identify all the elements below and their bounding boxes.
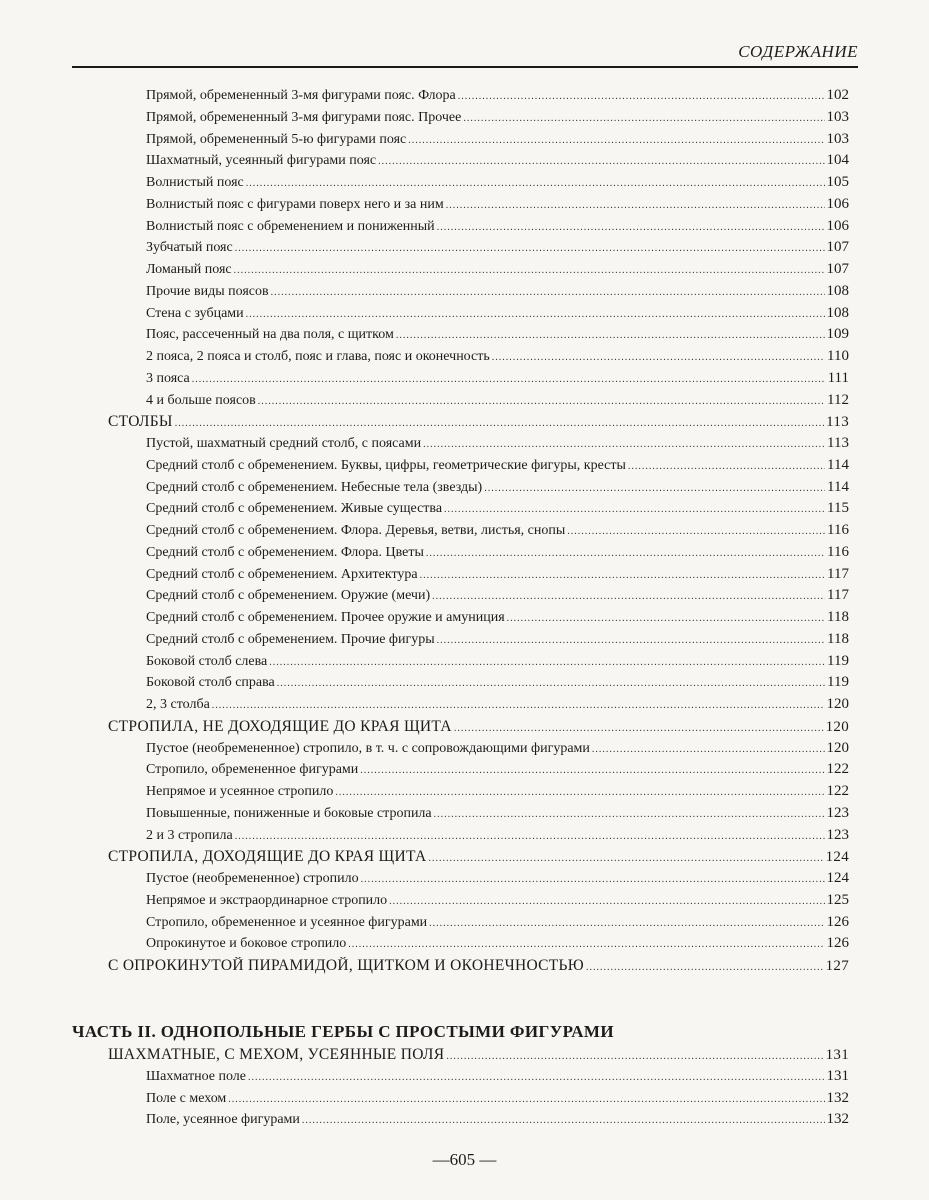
toc-entry-title: Средний столб с обременением. Архитектура	[146, 566, 418, 582]
toc-entry-page: 116	[827, 543, 849, 560]
toc-entry-title: Ломаный пояс	[146, 262, 232, 277]
toc-entry	[146, 827, 849, 844]
toc-entry-page: 108	[826, 304, 849, 321]
toc-entry	[146, 805, 849, 822]
toc-section-entry	[108, 413, 849, 431]
toc-entry	[146, 87, 849, 104]
toc-entry-page: 106	[826, 195, 849, 212]
toc-entry-title: СТРОПИЛА, НЕ ДОХОДЯЩИЕ ДО КРАЯ ЩИТА	[108, 717, 452, 735]
toc-entry	[146, 653, 849, 670]
toc-entry-page: 118	[827, 609, 849, 625]
dot-leader	[446, 1051, 823, 1062]
toc-entry	[146, 870, 849, 887]
dot-leader	[248, 1072, 825, 1083]
toc-entry-title: Средний столб с обременением. Небесные тела (звезды)	[146, 479, 483, 495]
toc-entry-title: Прочие виды поясов	[146, 283, 269, 299]
toc-entry	[146, 696, 849, 713]
toc-entry-title: С ОПРОКИНУТОЙ ПИРАМИДОЙ, ЩИТКОМ И ОКОНЕЧНОСТЬЮ	[108, 957, 584, 974]
toc-entry-page: 105	[826, 174, 849, 190]
dot-leader	[335, 787, 824, 798]
toc-entry	[146, 239, 849, 256]
toc-entry-page: 117	[827, 565, 849, 582]
toc-entry-page: 104	[826, 152, 849, 169]
toc-entry-page: 124	[826, 870, 849, 886]
toc-entry-title: Поле, усеянное фигурами	[146, 1112, 300, 1128]
dot-leader	[175, 418, 824, 429]
toc-entry-title: Средний столб с обременением. Прочие фигуры	[146, 631, 435, 647]
dot-leader	[396, 330, 825, 341]
toc-entry	[146, 261, 849, 278]
toc-entry-title: Стропило, обремененное фигурами	[146, 762, 359, 778]
toc-entry	[146, 109, 849, 126]
toc-entry-page: 107	[826, 239, 849, 256]
dot-leader	[429, 918, 824, 929]
dot-leader	[228, 1094, 824, 1105]
toc-entry	[146, 370, 849, 387]
dot-leader	[426, 548, 825, 559]
dot-leader	[234, 265, 825, 276]
toc-entry-page: 122	[826, 783, 849, 799]
toc-entry-page: 131	[826, 1067, 849, 1084]
dot-leader	[458, 91, 825, 102]
toc-entry-page: 120	[826, 739, 849, 756]
toc-entry-title: Пустое (необремененное) стропило, в т. ч. с сопровождающими фигурами	[146, 740, 590, 756]
toc-entry-title: Шахматное поле	[146, 1068, 246, 1084]
toc-entry-page: 114	[827, 456, 849, 473]
dot-leader	[507, 613, 825, 624]
dot-leader	[586, 962, 824, 973]
dot-leader	[420, 570, 825, 581]
toc-entry-page: 103	[826, 108, 849, 125]
toc-entry	[146, 674, 849, 691]
dot-leader	[277, 678, 825, 689]
toc-entry-page: 108	[826, 282, 849, 299]
toc-entry	[146, 131, 849, 148]
toc-entry-page: 123	[826, 826, 849, 843]
toc-entry-title: Средний столб с обременением. Флора. Деревья, ветви, листья, снопы	[146, 523, 566, 538]
dot-leader	[444, 504, 825, 515]
dot-leader	[492, 352, 825, 363]
toc-entry	[146, 544, 849, 561]
dot-leader	[434, 809, 825, 820]
dot-leader	[432, 591, 825, 602]
toc-entry-title: Средний столб с обременением. Буквы, цифры, геометрические фигуры, кресты	[146, 457, 626, 473]
toc-entry-title: Пустой, шахматный средний столб, с поясами	[146, 436, 422, 451]
toc-entry-page: 102	[826, 87, 849, 103]
toc-entry-page: 110	[827, 348, 849, 364]
toc-entry	[146, 152, 849, 169]
toc-entry-title: Волнистый пояс	[146, 175, 244, 190]
toc-entry-title: Стена с зубцами	[146, 305, 244, 321]
toc-entry-title: 4 и больше поясов	[146, 392, 256, 408]
toc-entry	[146, 1111, 849, 1128]
toc-entry-page: 118	[827, 630, 849, 647]
toc-entry-page: 115	[827, 500, 849, 517]
toc-entry-page: 111	[827, 369, 849, 386]
toc-entry	[146, 935, 849, 952]
toc-entry-title: Прямой, обремененный 5-ю фигурами пояс	[146, 131, 407, 147]
toc-entry-page: 122	[826, 761, 849, 778]
toc-section-entry	[108, 848, 849, 866]
toc-entry	[146, 435, 849, 452]
running-header	[72, 42, 858, 66]
toc-entry-title: СТОЛБЫ	[108, 413, 173, 431]
toc-entry-page: 113	[826, 414, 849, 431]
toc-entry	[146, 1090, 849, 1107]
dot-leader	[235, 243, 825, 254]
toc-entry	[146, 218, 849, 235]
toc-entry-page: 107	[826, 261, 849, 277]
toc-entry-title: Пояс, рассеченный на два поля, с щитком	[146, 327, 394, 343]
toc-entry	[146, 892, 849, 909]
dot-leader	[192, 374, 826, 385]
toc-entry-title: Непрямое и усеянное стропило	[146, 784, 334, 799]
running-header-title: СОДЕРЖАНИЕ	[738, 42, 858, 61]
toc-entry	[146, 500, 849, 517]
dot-leader	[246, 178, 825, 189]
toc-section-entry	[108, 957, 849, 975]
toc-entry	[146, 522, 849, 539]
dot-leader	[423, 439, 825, 450]
toc-entry-title: Боковой столб справа	[146, 675, 275, 691]
toc-entry-title: Зубчатый пояс	[146, 240, 233, 256]
toc-entry-title: Прямой, обремененный 3-мя фигурами пояс. Флора	[146, 88, 456, 103]
dot-leader	[446, 200, 825, 211]
toc-entry-page: 112	[827, 391, 849, 408]
toc-entry-title: Пустое (необремененное) стропило	[146, 871, 359, 886]
toc-entry-title: Поле с мехом	[146, 1090, 227, 1106]
toc-entry-title: Средний столб с обременением. Флора. Цветы	[146, 544, 424, 560]
toc-entry-title: Волнистый пояс с фигурами поверх него и за ним	[146, 196, 444, 212]
dot-leader	[212, 700, 825, 711]
toc-entry-title: СТРОПИЛА, ДОХОДЯЩИЕ ДО КРАЯ ЩИТА	[108, 848, 427, 866]
dot-leader	[246, 309, 825, 320]
toc-entry-title: Непрямое и экстраординарное стропило	[146, 892, 388, 908]
toc-entry	[146, 631, 849, 648]
toc-entry	[146, 305, 849, 322]
dot-leader	[592, 744, 825, 755]
toc-entry	[146, 196, 849, 213]
dot-leader	[463, 113, 824, 124]
toc-entry	[146, 479, 849, 496]
dot-leader	[408, 135, 824, 146]
header-rule	[72, 66, 858, 68]
dot-leader	[437, 635, 825, 646]
toc-entry-page: 120	[825, 718, 849, 735]
toc-entry-title: 2 пояса, 2 пояса и столб, пояс и глава, пояс и оконечность	[146, 349, 490, 364]
toc-entry	[146, 783, 849, 800]
toc-entry-page: 113	[827, 435, 849, 451]
toc-entry-title: Прямой, обремененный 3-мя фигурами пояс. Прочее	[146, 109, 462, 125]
toc-entry-title: Шахматный, усеянный фигурами пояс	[146, 153, 377, 169]
toc-entry	[146, 740, 849, 757]
toc-entry-title: Опрокинутое и боковое стропило	[146, 936, 347, 952]
dot-leader	[302, 1115, 825, 1126]
toc-entry-page: 116	[827, 522, 849, 538]
toc-entry	[146, 914, 849, 931]
toc-entry-page: 117	[827, 587, 849, 604]
dot-leader	[437, 222, 825, 233]
dot-leader	[428, 853, 823, 864]
toc-entry-title: 2, 3 столба	[146, 697, 210, 712]
dot-leader	[628, 461, 825, 472]
toc-entry-page: 124	[825, 849, 849, 866]
toc-entry-page: 125	[826, 891, 849, 908]
toc-entry-page: 131	[825, 1047, 849, 1063]
toc-entry-page: 106	[826, 217, 849, 234]
part-heading: ЧАСТЬ II. ОДНОПОЛЬНЫЕ ГЕРБЫ С ПРОСТЫМИ ФИГУРАМИ	[72, 1022, 614, 1041]
toc-entry	[146, 761, 849, 778]
toc-entry-page: 120	[826, 696, 849, 712]
dot-leader	[378, 156, 824, 167]
toc-entry	[146, 392, 849, 409]
toc-entry-title: ШАХМАТНЫЕ, С МЕХОМ, УСЕЯННЫЕ ПОЛЯ	[108, 1046, 445, 1063]
toc-entry	[146, 348, 849, 365]
toc-entry-page: 132	[826, 1111, 849, 1128]
toc-entry-page: 126	[826, 913, 849, 930]
toc-entry-title: Волнистый пояс с обременением и пониженный	[146, 218, 435, 234]
toc-entry	[146, 326, 849, 343]
dot-leader	[258, 396, 825, 407]
toc-entry-title: Боковой столб слева	[146, 653, 268, 669]
toc-section-entry	[108, 1046, 849, 1064]
dot-leader	[269, 657, 825, 668]
toc-entry	[146, 587, 849, 604]
toc-entry	[146, 566, 849, 583]
dot-leader	[235, 831, 825, 842]
dot-leader	[361, 874, 825, 885]
toc-entry-title: Средний столб с обременением. Оружие (мечи)	[146, 588, 431, 604]
toc-entry-page: 132	[826, 1089, 849, 1106]
dot-leader	[348, 939, 824, 950]
toc-entry-title: Повышенные, пониженные и боковые стропила	[146, 805, 432, 821]
toc-entry	[146, 609, 849, 626]
toc-entry-page: 103	[826, 130, 849, 147]
toc-entry-title: Средний столб с обременением. Прочее оружие и амуниция	[146, 610, 505, 625]
toc-entry	[146, 174, 849, 191]
toc-entry	[146, 283, 849, 300]
toc-entry-title: 2 и 3 стропила	[146, 827, 233, 843]
dot-leader	[454, 723, 824, 734]
toc-entry-page: 127	[825, 958, 849, 974]
dot-leader	[271, 287, 825, 298]
toc-entry-page: 119	[827, 674, 849, 691]
dot-leader	[567, 526, 825, 537]
toc-entry-title: 3 пояса	[146, 370, 190, 386]
toc-entry-page: 119	[827, 652, 849, 669]
toc-entry	[146, 1068, 849, 1085]
page-number: —605 —	[432, 1150, 497, 1169]
dot-leader	[360, 765, 824, 776]
dot-leader	[484, 483, 825, 494]
toc-entry	[146, 457, 849, 474]
toc-entry-page: 114	[827, 478, 849, 495]
toc-entry-page: 123	[826, 804, 849, 821]
dot-leader	[389, 896, 824, 907]
toc-section-entry	[108, 718, 849, 736]
toc-entry-title: Стропило, обремененное и усеянное фигурами	[146, 914, 428, 930]
toc-entry-page: 126	[826, 935, 849, 952]
toc-entry-page: 109	[826, 326, 849, 343]
toc-entry-title: Средний столб с обременением. Живые существа	[146, 501, 443, 517]
